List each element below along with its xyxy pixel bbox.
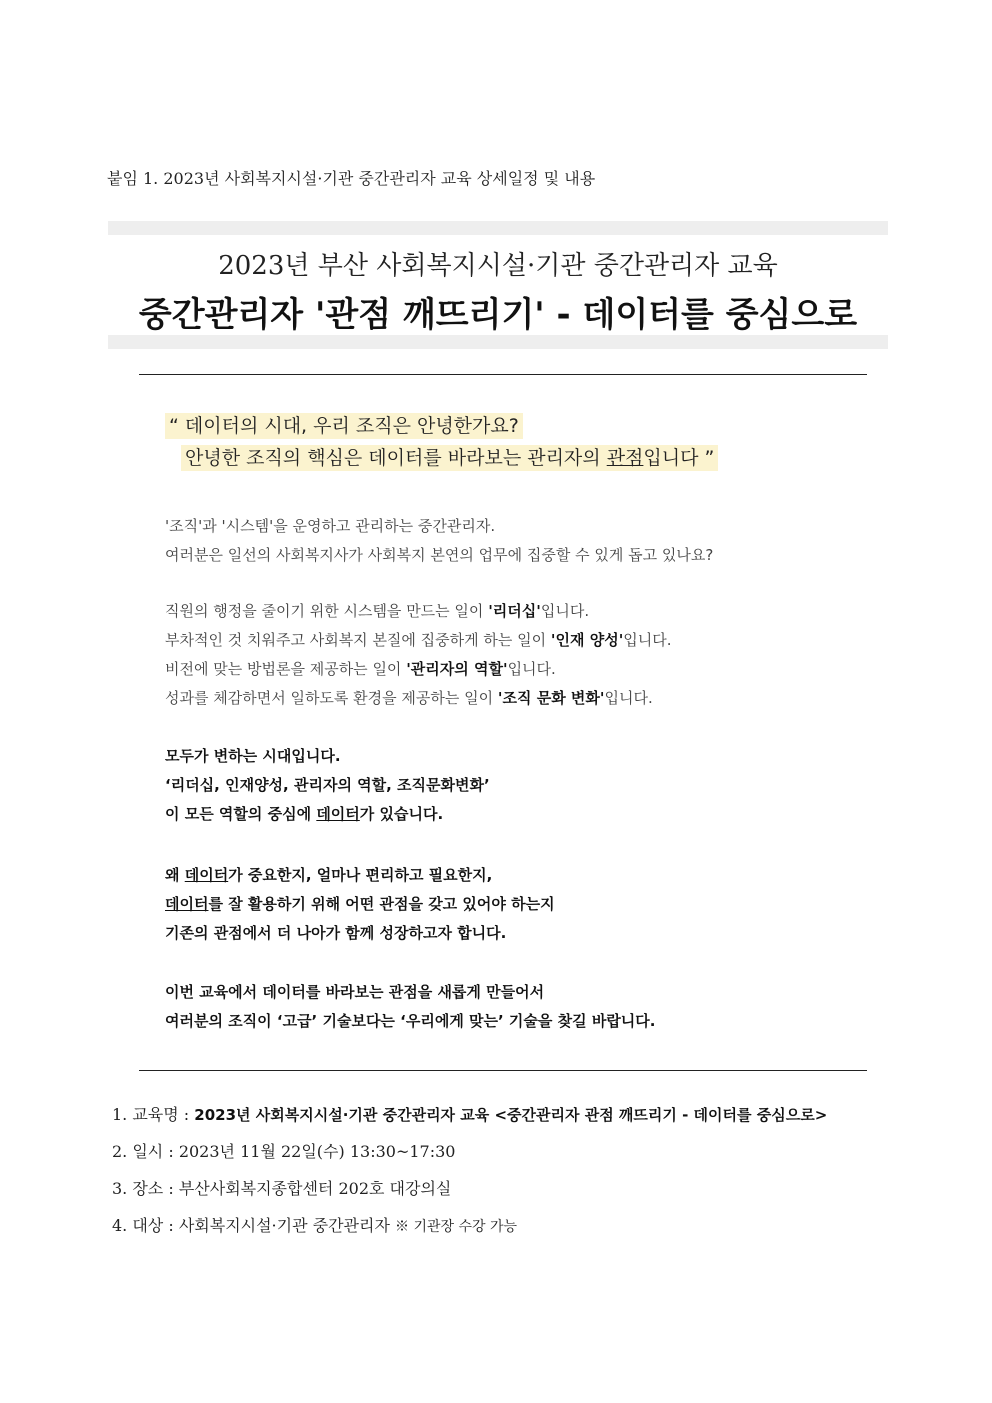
emphasis-line: 이 모든 역할의 중심에 데이터가 있습니다. bbox=[165, 805, 444, 823]
emphasis-line: ‘리더십, 인재양성, 관리자의 역할, 조직문화변화’ bbox=[165, 776, 490, 794]
intro-line: '조직'과 '시스템'을 운영하고 관리하는 중간관리자. bbox=[165, 517, 496, 535]
course-info-list bbox=[112, 1100, 827, 1248]
divider-bottom bbox=[139, 1070, 867, 1071]
title-band-top bbox=[108, 221, 888, 235]
quote-line-2-b: 입니다 ” bbox=[643, 447, 715, 469]
roles-paragraph bbox=[165, 597, 672, 713]
role-line: 부차적인 것 치워주고 사회복지 본질에 집중하게 하는 일이 '인재 양성'입니다. bbox=[165, 631, 672, 649]
emphasis-paragraph-2 bbox=[165, 861, 555, 948]
emphasis-line: 데이터를 잘 활용하기 위해 어떤 관점을 갖고 있어야 하는지 bbox=[165, 895, 555, 913]
role-line: 직원의 행정을 줄이기 위한 시스템을 만드는 일이 '리더십'입니다. bbox=[165, 602, 590, 620]
quote-line-2 bbox=[165, 442, 718, 474]
course-title: 중간관리자 '관점 깨뜨리기' - 데이터를 중심으로 bbox=[138, 295, 858, 335]
quote-line-1 bbox=[165, 410, 718, 442]
info-item-datetime: 2. 일시 : 2023년 11월 22일(수) 13:30~17:30 bbox=[112, 1142, 456, 1161]
emphasis-line: 모두가 변하는 시대입니다. bbox=[165, 747, 341, 765]
info-item-location: 3. 장소 : 부산사회복지종합센터 202호 대강의실 bbox=[112, 1179, 452, 1198]
info-item-audience: 4. 대상 : 사회복지시설·기관 중간관리자 ※ 기관장 수강 가능 bbox=[112, 1216, 518, 1235]
emphasis-line: 이번 교육에서 데이터를 바라보는 관점을 새롭게 만들어서 bbox=[165, 983, 545, 1001]
quote-line-2-underline: 관점 bbox=[606, 447, 644, 469]
quote-line-2-text bbox=[181, 445, 718, 471]
emphasis-paragraph-1 bbox=[165, 742, 490, 829]
emphasis-line: 여러분의 조직이 ‘고급’ 기술보다는 ‘우리에게 맞는’ 기술을 찾길 바랍니다. bbox=[165, 1012, 656, 1030]
highlight-quote bbox=[165, 410, 718, 474]
divider-top bbox=[139, 374, 867, 375]
role-line: 비전에 맞는 방법론을 제공하는 일이 '관리자의 역할'입니다. bbox=[165, 660, 556, 678]
emphasis-paragraph-3 bbox=[165, 978, 655, 1036]
info-item-course-name: 1. 교육명 : 2023년 사회복지시설·기관 중간관리자 교육 <중간관리자 관점 깨뜨리기 - 데이터를 중심으로> bbox=[112, 1105, 828, 1124]
intro-line: 여러분은 일선의 사회복지사가 사회복지 본연의 업무에 집중할 수 있게 돕고 있나요? bbox=[165, 546, 714, 564]
quote-line-1-text: “ 데이터의 시대, 우리 조직은 안녕한가요? bbox=[165, 413, 523, 439]
event-title: 2023년 부산 사회복지시설·기관 중간관리자 교육 bbox=[218, 251, 778, 281]
intro-paragraph bbox=[165, 512, 713, 570]
role-line: 성과를 체감하면서 일하도록 환경을 제공하는 일이 '조직 문화 변화'입니다. bbox=[165, 689, 653, 707]
title-band-bottom bbox=[108, 335, 888, 349]
emphasis-line: 왜 데이터가 중요한지, 얼마나 편리하고 필요한지, bbox=[165, 866, 493, 884]
title-box bbox=[108, 221, 888, 349]
quote-line-2-a: 안녕한 조직의 핵심은 데이터를 바라보는 관리자의 bbox=[185, 447, 607, 469]
emphasis-line: 기존의 관점에서 더 나아가 함께 성장하고자 합니다. bbox=[165, 924, 507, 942]
attachment-header: 붙임 1. 2023년 사회복지시설·기관 중간관리자 교육 상세일정 및 내용 bbox=[107, 169, 596, 188]
